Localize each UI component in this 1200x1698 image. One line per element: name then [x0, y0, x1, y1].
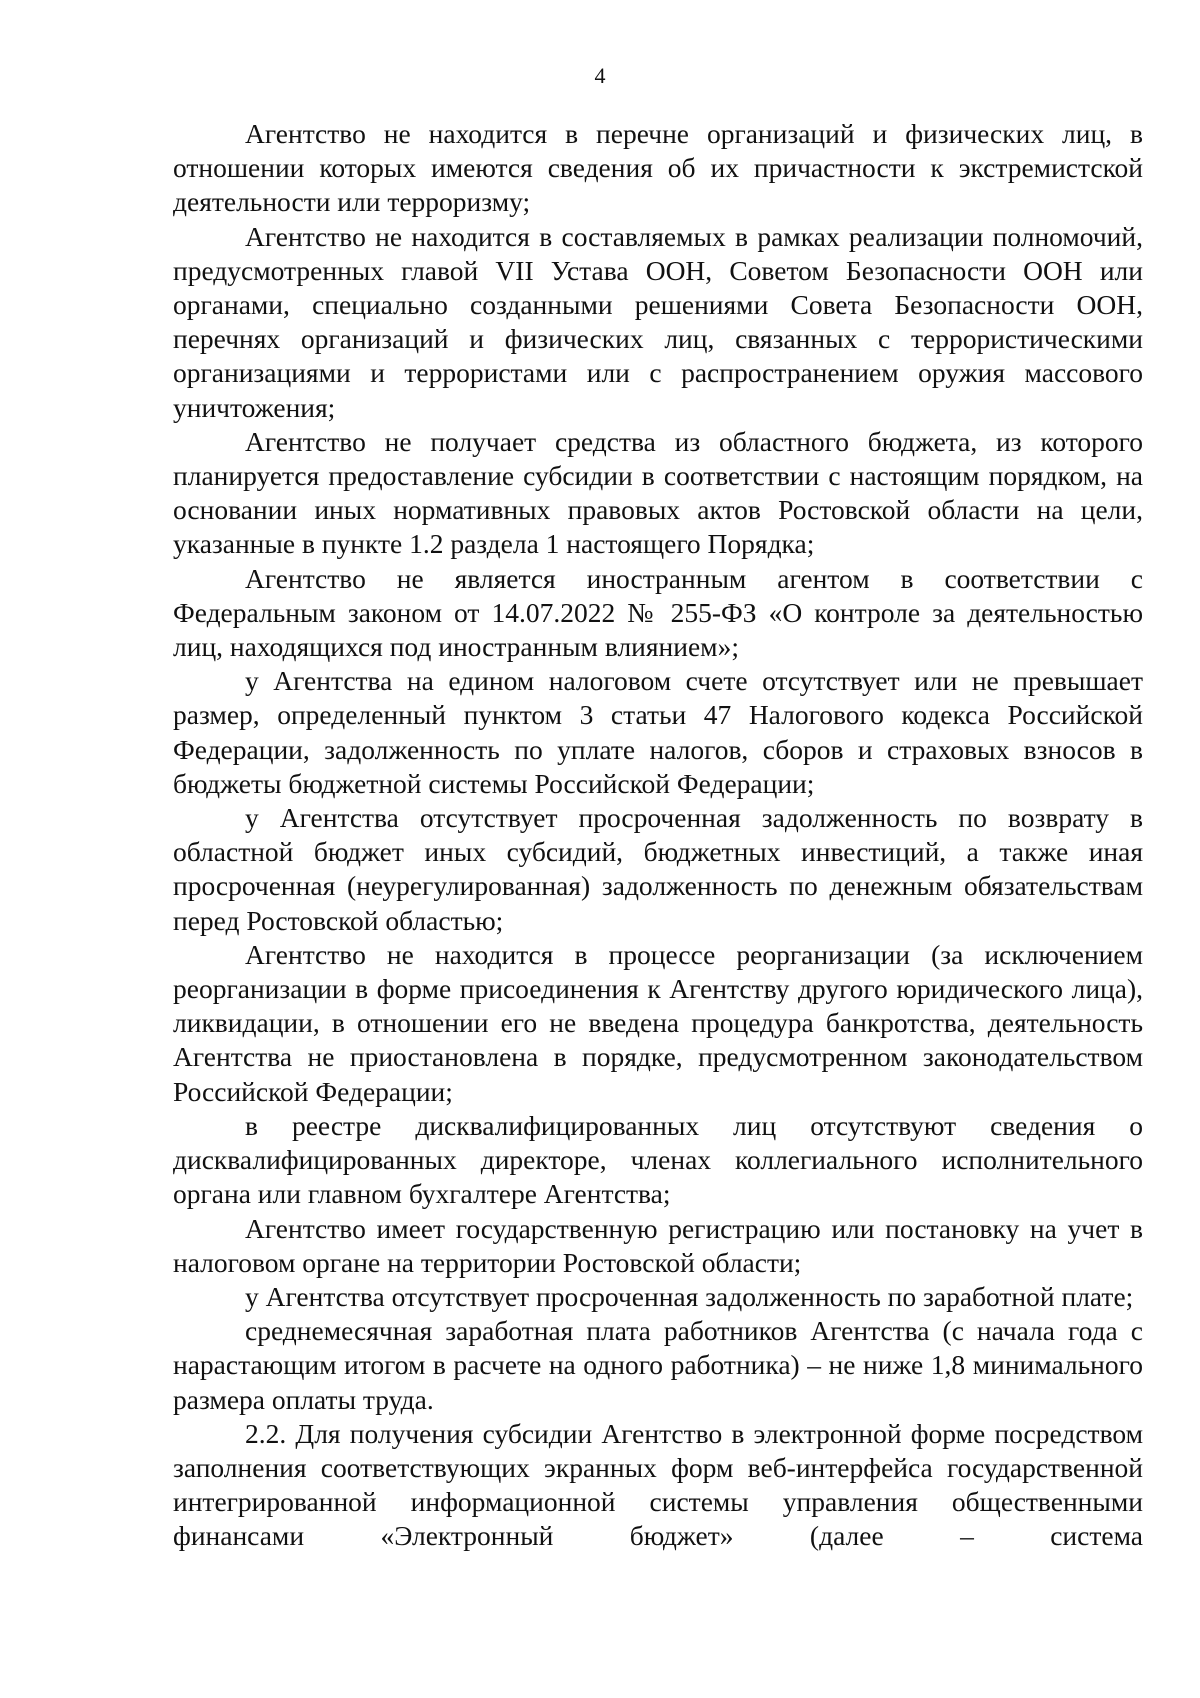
paragraph-regional-budget-funds: Агентство не получает средства из областного бюджета, из которого планируется предоставление субсидии в соответствии с настоящим порядком, на основании иных нормативных правовых актов Ростовской области на цели, указанные в пункте 1.2 раздела 1 настоящего Порядка;	[173, 425, 1143, 560]
paragraph-reorganization: Агентство не находится в процессе реорганизации (за исключением реорганизации в форме присоединения к Агентству другого юридического лица), ликвидации, в отношении его не введена процедура банкротства, деятельность Агентства не приостановлена в порядке, предусмотренном законодательством Российской Федерации;	[173, 938, 1143, 1107]
paragraph-tax-debt: у Агентства на едином налоговом счете отсутствует или не превышает размер, определенный пунктом 3 статьи 47 Налогового кодекса Российской Федерации, задолженность по уплате налогов, сборов и страховых взносов в бюджеты бюджетной системы Российской Федерации;	[173, 665, 1143, 799]
paragraph-state-registration: Агентство имеет государственную регистрацию или постановку на учет в налоговом органе на территории Ростовской области;	[173, 1212, 1143, 1278]
paragraph-un-sanctions-list: Агентство не находится в составляемых в рамках реализации полномочий, предусмотренных главой VII Устава ООН, Советом Безопасности ООН или органами, специально созданными решениями Совета Безопасности ООН, перечнях организаций и физических лиц, связанных с террористическими организациями и террористами или с распространением оружия массового уничтожения;	[173, 220, 1143, 423]
paragraph-section-2-2: 2.2. Для получения субсидии Агентство в электронной форме посредством заполнения соответствующих экранных форм веб-интерфейса государственной интегрированной информационной системы управления общественными финансами «Электронный бюджет» (далее – система	[173, 1417, 1143, 1552]
page-number: 4	[594, 63, 606, 88]
paragraph-wage-arrears: у Агентства отсутствует просроченная задолженность по заработной плате;	[245, 1280, 1134, 1312]
paragraph-foreign-agent: Агентство не является иностранным агентом в соответствии с Федеральным законом от 14.07.2022 № 255-ФЗ «О контроле за деятельностью лиц, находящихся под иностранным влиянием»;	[173, 562, 1143, 663]
paragraph-extremism-list: Агентство не находится в перечне организаций и физических лиц, в отношении которых имеются сведения об их причастности к экстремистской деятельности или терроризму;	[173, 118, 1143, 218]
paragraph-overdue-debt: у Агентства отсутствует просроченная задолженность по возврату в областной бюджет иных субсидий, бюджетных инвестиций, а также иная просроченная (неурегулированная) задолженность по денежным обязательствам перед Ростовской областью;	[173, 802, 1143, 936]
paragraph-disqualified-persons: в реестре дисквалифицированных лиц отсутствуют сведения о дисквалифицированных директоре, членах коллегиального исполнительного органа или главном бухгалтере Агентства;	[173, 1109, 1143, 1210]
paragraph-average-wage: среднемесячная заработная плата работников Агентства (с начала года с нарастающим итогом в расчете на одного работника) – не ниже 1,8 минимального размера оплаты труда.	[173, 1315, 1143, 1415]
document-body	[173, 117, 1143, 1554]
